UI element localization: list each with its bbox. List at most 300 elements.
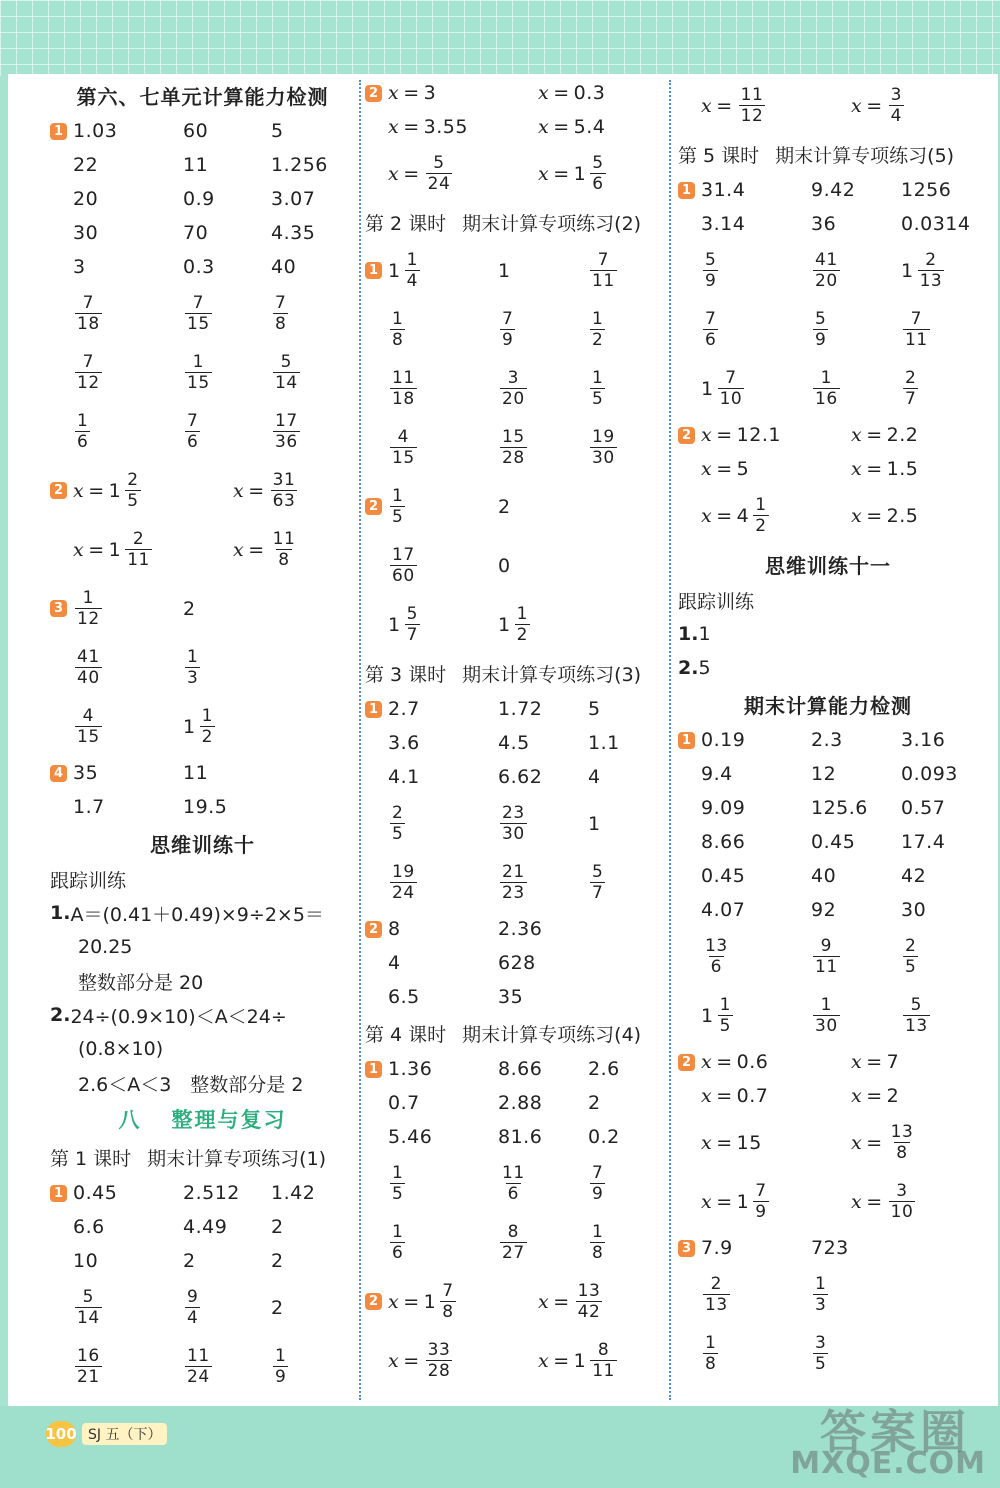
- numerator: 1: [755, 495, 767, 515]
- fraction: [753, 1181, 768, 1222]
- answer-cell: [271, 1346, 290, 1387]
- answer-cell: [701, 309, 811, 350]
- answer-row: [678, 1113, 978, 1172]
- answer-row: [50, 148, 355, 182]
- denominator: 11: [127, 550, 150, 570]
- answer-cell: [811, 995, 901, 1036]
- equals-sign: =: [866, 94, 883, 117]
- variable-x: x: [701, 1085, 713, 1107]
- answer-row: [678, 893, 978, 927]
- fraction: [75, 411, 90, 452]
- answer-cell: [701, 495, 851, 536]
- text-line: [50, 862, 355, 896]
- denominator: 3: [187, 668, 199, 688]
- answer-row: [365, 76, 665, 110]
- answer-cell: 125.6: [811, 797, 868, 819]
- answer-row: [50, 1244, 355, 1278]
- denominator: 5: [392, 824, 404, 844]
- item-number: 2.: [678, 657, 699, 679]
- answer-row: [678, 452, 978, 486]
- fraction: [590, 309, 605, 350]
- fraction: [590, 1340, 617, 1381]
- denominator: 40: [77, 668, 100, 688]
- line-text: 1: [698, 623, 711, 645]
- numerator: 7: [705, 309, 717, 329]
- answer-cell: [388, 803, 498, 844]
- equals-sign: =: [716, 94, 733, 117]
- numerator: 11: [392, 368, 415, 388]
- page-number: 100: [46, 1421, 76, 1447]
- answer-cell: 12: [811, 763, 837, 785]
- lesson-heading: [365, 1014, 665, 1052]
- numerator: 1: [592, 1222, 604, 1242]
- fraction: [753, 495, 768, 536]
- line-text: 整数部分是 20: [78, 971, 204, 994]
- fraction: [903, 368, 918, 409]
- denominator: 6: [187, 432, 199, 452]
- numerator: 7: [275, 293, 287, 313]
- equals-sign: =: [866, 1131, 883, 1154]
- numerator: 7: [725, 368, 737, 388]
- answer-cell: [233, 529, 353, 570]
- answer-cell: 0.7: [388, 1092, 420, 1114]
- fraction: [718, 995, 733, 1036]
- denominator: 11: [592, 271, 615, 291]
- denominator: 2: [201, 727, 213, 747]
- denominator: 6: [392, 1243, 404, 1263]
- fraction: [813, 1274, 828, 1315]
- answer-cell: 1.36: [388, 1058, 433, 1080]
- lesson-number: 第 2 课时: [365, 212, 447, 235]
- answer-value: 15: [736, 1131, 762, 1154]
- equals-sign: =: [248, 538, 265, 561]
- question-number-badge: 3: [50, 600, 67, 617]
- fraction: [590, 1163, 605, 1204]
- answer-cell: 1.42: [271, 1182, 316, 1204]
- item-number: 1.: [50, 902, 71, 924]
- answer-cell: [701, 1181, 851, 1222]
- variable-x: x: [233, 538, 245, 561]
- section-title: 第六、七单元计算能力检测: [76, 84, 329, 109]
- numerator: 7: [592, 1163, 604, 1183]
- answer-cell: 1: [498, 259, 511, 282]
- denominator: 7: [592, 883, 604, 903]
- fraction: [590, 427, 617, 468]
- variable-x: x: [538, 162, 550, 185]
- answer-cell: [701, 1274, 811, 1315]
- answer-cell: 31.4: [701, 179, 746, 201]
- answer-cell: 35: [73, 762, 99, 784]
- numerator: 3: [896, 1181, 908, 1201]
- column-divider: [669, 80, 671, 1400]
- answer-cell: 1.256: [271, 154, 328, 176]
- answer-cell: [73, 588, 183, 629]
- answer-cell: [388, 116, 538, 138]
- numerator: 31: [272, 470, 296, 490]
- text-line: [50, 930, 355, 964]
- equals-sign: =: [553, 162, 570, 185]
- numerator: 33: [427, 1340, 451, 1360]
- fraction: [426, 153, 453, 194]
- numerator: 3: [507, 368, 519, 388]
- answer-cell: 0.2: [588, 1126, 620, 1148]
- grade-label: SJ 五（下）: [82, 1423, 167, 1445]
- answer-cell: [811, 368, 901, 409]
- numerator: 7: [755, 1181, 767, 1201]
- answer-cell: 628: [498, 952, 536, 974]
- answer-row: [50, 343, 355, 402]
- fraction: [390, 545, 417, 586]
- denominator: 60: [392, 566, 415, 586]
- numerator: 16: [77, 1346, 100, 1366]
- denominator: 3: [815, 1295, 827, 1315]
- answer-cell: 5: [588, 698, 601, 720]
- answer-cell: [701, 1333, 811, 1374]
- answer-row: [50, 402, 355, 461]
- denominator: 4: [406, 271, 418, 291]
- denominator: 24: [187, 1367, 210, 1387]
- answer-cell: [901, 368, 920, 409]
- question-number-badge: 1: [678, 182, 695, 199]
- top-grid-band: [0, 0, 1000, 76]
- answer-cell: [851, 1122, 971, 1163]
- answer-row: [365, 1213, 665, 1272]
- mixed-whole: 1: [183, 715, 196, 738]
- fraction: [903, 309, 930, 350]
- unit-name: 整理与复习: [171, 1108, 287, 1132]
- numerator: 4: [397, 427, 409, 447]
- mixed-whole: 1: [108, 479, 122, 502]
- answer-cell: 6.6: [73, 1216, 105, 1238]
- question-number-badge: 1: [365, 1061, 382, 1078]
- answer-cell: 2: [183, 1250, 196, 1272]
- text-line: [50, 896, 355, 930]
- question-number-badge: 1: [678, 732, 695, 749]
- question-number-badge: 1: [50, 123, 67, 140]
- answer-cell: 42: [901, 865, 927, 887]
- answer-column-2: [365, 76, 665, 1406]
- answer-cell: 36: [811, 213, 837, 235]
- numerator: 3: [815, 1333, 827, 1353]
- answer-row: [678, 1172, 978, 1231]
- answer-cell: [811, 1333, 901, 1374]
- answer-row: [50, 1337, 355, 1396]
- answer-row: [365, 1086, 665, 1120]
- denominator: 10: [890, 1202, 914, 1222]
- lesson-number: 第 5 课时: [678, 144, 760, 167]
- numerator: 2: [925, 250, 937, 270]
- answer-row: [678, 300, 978, 359]
- answer-row: [678, 76, 978, 135]
- answer-row: [678, 986, 978, 1045]
- denominator: 6: [705, 330, 717, 350]
- answer-cell: 2: [588, 1092, 601, 1114]
- fraction: [185, 647, 200, 688]
- answer-cell: [388, 250, 498, 291]
- answer-row: [678, 241, 978, 300]
- fraction: [405, 250, 420, 291]
- answer-row: [50, 579, 355, 638]
- answer-row: [365, 1154, 665, 1213]
- answer-row: [678, 1231, 978, 1265]
- denominator: 4: [187, 1308, 199, 1328]
- denominator: 30: [502, 824, 525, 844]
- equals-sign: =: [553, 1349, 570, 1372]
- answer-value: 5.4: [573, 116, 606, 138]
- answer-cell: [388, 1163, 498, 1204]
- item-number: 1.: [678, 623, 699, 645]
- answer-row: [678, 486, 978, 545]
- answer-cell: [701, 1132, 851, 1154]
- equals-sign: =: [716, 1085, 733, 1107]
- denominator: 15: [392, 448, 415, 468]
- answer-cell: 0.19: [701, 729, 746, 751]
- variable-x: x: [701, 94, 713, 117]
- answer-cell: 81.6: [498, 1126, 543, 1148]
- answer-row: [365, 241, 665, 300]
- fraction: [440, 1281, 455, 1322]
- numerator: 7: [82, 293, 94, 313]
- answer-cell: [538, 1281, 658, 1322]
- answer-row: [365, 477, 665, 536]
- fraction: [703, 250, 718, 291]
- numerator: 17: [275, 411, 298, 431]
- answer-row: [365, 1052, 665, 1086]
- section-title: 思维训练十一: [765, 553, 891, 578]
- variable-x: x: [701, 1051, 713, 1073]
- answer-cell: 0.45: [811, 831, 856, 853]
- answer-cell: [73, 529, 233, 570]
- answer-cell: [73, 411, 183, 452]
- variable-x: x: [851, 1131, 863, 1154]
- lesson-title: 期末计算专项练习(1): [147, 1147, 327, 1170]
- answer-cell: [498, 309, 588, 350]
- numerator: 15: [502, 427, 525, 447]
- denominator: 5: [392, 1184, 404, 1204]
- denominator: 24: [427, 174, 451, 194]
- lesson-title: 期末计算专项练习(5): [775, 144, 955, 167]
- denominator: 23: [502, 883, 525, 903]
- fraction: [125, 470, 140, 511]
- answer-value: 2.2: [886, 424, 919, 446]
- answer-cell: [588, 427, 619, 468]
- answer-cell: [388, 486, 498, 527]
- denominator: 27: [502, 1243, 525, 1263]
- answer-cell: [701, 368, 811, 409]
- answer-cell: [901, 309, 932, 350]
- lesson-heading: [365, 203, 665, 241]
- answer-cell: 0.45: [701, 865, 746, 887]
- answer-cell: 2.36: [498, 918, 543, 940]
- fraction: [185, 293, 212, 334]
- fraction: [590, 153, 605, 194]
- numerator: 19: [392, 862, 415, 882]
- equals-sign: =: [88, 479, 105, 502]
- answer-cell: [811, 1274, 901, 1315]
- answer-cell: [498, 427, 588, 468]
- answer-cell: [73, 647, 183, 688]
- answer-cell: 92: [811, 899, 837, 921]
- equals-sign: =: [553, 82, 570, 104]
- denominator: 5: [905, 957, 917, 977]
- fraction: [590, 250, 617, 291]
- answer-row: [678, 927, 978, 986]
- fraction: [718, 368, 745, 409]
- mixed-whole: 1: [901, 259, 914, 282]
- answer-cell: 2: [498, 495, 511, 518]
- answer-row: [678, 207, 978, 241]
- fraction: [390, 486, 405, 527]
- answer-cell: [701, 458, 851, 480]
- fraction: [390, 1163, 405, 1204]
- answer-cell: [851, 458, 971, 480]
- fraction: [185, 411, 200, 452]
- answer-cell: [811, 936, 901, 977]
- answer-row: [50, 250, 355, 284]
- answer-cell: [851, 1085, 971, 1107]
- numerator: 1: [392, 309, 404, 329]
- denominator: 8: [392, 330, 404, 350]
- fraction: [500, 1163, 527, 1204]
- denominator: 21: [77, 1367, 100, 1387]
- fraction: [703, 1274, 730, 1315]
- mixed-whole: 1: [498, 613, 511, 636]
- denominator: 8: [442, 1302, 454, 1322]
- lesson-number: 第 3 课时: [365, 663, 447, 686]
- answer-cell: 1.72: [498, 698, 543, 720]
- fraction: [271, 529, 298, 570]
- answer-column-1: [50, 76, 355, 1406]
- numerator: 4: [82, 706, 94, 726]
- answer-cell: [701, 250, 811, 291]
- answer-value: 2.5: [886, 504, 919, 527]
- variable-x: x: [538, 82, 550, 104]
- answer-cell: [388, 862, 498, 903]
- answer-cell: 9.4: [701, 763, 733, 785]
- numerator: 5: [705, 250, 717, 270]
- answer-row: [365, 1331, 665, 1390]
- numerator: 5: [592, 862, 604, 882]
- numerator: 7: [502, 309, 514, 329]
- equals-sign: =: [403, 162, 420, 185]
- answer-cell: 5.46: [388, 1126, 433, 1148]
- denominator: 20: [502, 389, 525, 409]
- equals-sign: =: [403, 1349, 420, 1372]
- mixed-whole: 4: [736, 504, 750, 527]
- answer-cell: 9.09: [701, 797, 746, 819]
- answer-cell: [271, 293, 290, 334]
- answer-cell: [388, 368, 498, 409]
- watermark-url: MXQE.COM: [790, 1446, 986, 1481]
- answer-row: [365, 912, 665, 946]
- fraction: [813, 936, 840, 977]
- equals-sign: =: [866, 1085, 883, 1107]
- question-number-badge: 2: [365, 1293, 382, 1310]
- answer-column-3: [678, 76, 978, 1406]
- answer-value: 0.6: [736, 1051, 769, 1073]
- fraction: [75, 706, 102, 747]
- answer-cell: [183, 1287, 271, 1328]
- denominator: 13: [705, 1295, 728, 1315]
- mixed-whole: 1: [736, 1190, 750, 1213]
- equals-sign: =: [403, 82, 420, 104]
- answer-row: [365, 418, 665, 477]
- answer-cell: [183, 352, 271, 393]
- numerator: 13: [577, 1281, 601, 1301]
- answer-cell: [388, 309, 498, 350]
- fraction: [813, 995, 840, 1036]
- answer-row: [50, 638, 355, 697]
- answer-cell: [701, 995, 811, 1036]
- page-footer: [46, 1421, 167, 1447]
- answer-cell: 7.9: [701, 1237, 733, 1259]
- denominator: 14: [275, 373, 298, 393]
- answer-cell: [388, 604, 498, 645]
- answer-cell: 4.07: [701, 899, 746, 921]
- answer-cell: [588, 1222, 607, 1263]
- answer-cell: [183, 706, 271, 747]
- answer-cell: 2.6: [588, 1058, 620, 1080]
- fraction: [390, 427, 417, 468]
- denominator: 6: [592, 174, 604, 194]
- denominator: 42: [577, 1302, 601, 1322]
- numerator: 2: [905, 368, 917, 388]
- variable-x: x: [851, 1190, 863, 1213]
- numerator: 7: [910, 309, 922, 329]
- answer-cell: 3.6: [388, 732, 420, 754]
- numerator: 1: [187, 647, 199, 667]
- answer-cell: 2.7: [388, 698, 420, 720]
- answer-cell: 40: [271, 256, 297, 278]
- fraction: [273, 352, 300, 393]
- numerator: 41: [815, 250, 838, 270]
- answer-cell: 22: [73, 154, 99, 176]
- line-text: (0.8×10): [78, 1038, 164, 1060]
- denominator: 18: [392, 389, 415, 409]
- answer-cell: 8: [388, 918, 401, 940]
- answer-row: [365, 144, 665, 203]
- answer-cell: 4: [588, 766, 601, 788]
- answer-cell: 4.1: [388, 766, 420, 788]
- question-number-badge: 2: [365, 498, 382, 515]
- answer-cell: [851, 1181, 971, 1222]
- mixed-whole: 1: [573, 162, 587, 185]
- denominator: 12: [740, 106, 764, 126]
- denominator: 12: [77, 609, 100, 629]
- equals-sign: =: [866, 1190, 883, 1213]
- answer-cell: 35: [498, 986, 524, 1008]
- numerator: 13: [890, 1122, 914, 1142]
- numerator: 1: [406, 250, 418, 270]
- answer-cell: [701, 424, 851, 446]
- fraction: [75, 1287, 102, 1328]
- variable-x: x: [701, 458, 713, 480]
- variable-x: x: [388, 82, 400, 104]
- answer-cell: 3.14: [701, 213, 746, 235]
- line-text: A＝(0.41＋0.49)×9÷2×5＝: [70, 903, 324, 926]
- denominator: 36: [275, 432, 298, 452]
- answer-row: [365, 1272, 665, 1331]
- numerator: 1: [516, 604, 528, 624]
- line-text: 20.25: [78, 936, 133, 958]
- answer-cell: 1.1: [588, 732, 620, 754]
- question-number-badge: 4: [50, 765, 67, 782]
- lesson-title: 期末计算专项练习(3): [462, 663, 642, 686]
- answer-cell: 2.512: [183, 1182, 240, 1204]
- denominator: 5: [815, 1354, 827, 1374]
- numerator: 21: [502, 862, 525, 882]
- answer-cell: 1: [588, 812, 601, 835]
